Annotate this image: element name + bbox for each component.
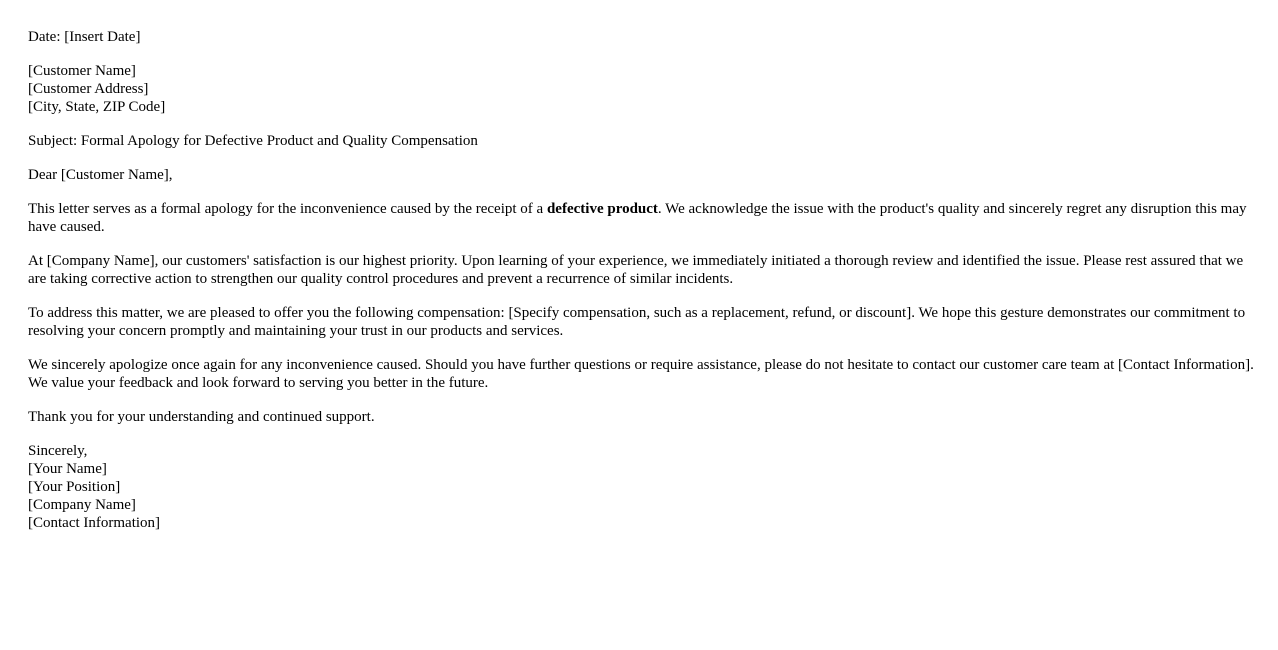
sender-contact-information: [Contact Information] xyxy=(28,515,161,531)
body-paragraph-1-bold-text: defective product xyxy=(546,201,658,217)
body-paragraph-5: Thank you for your understanding and continued support. xyxy=(28,409,375,425)
subject-line: Subject: Formal Apology for Defective Product and Quality Compensation xyxy=(28,133,478,149)
body-paragraph-1-text-after: . We acknowledge the issue with the product's quality and sincerely regret any disruption this may have caused. xyxy=(28,201,1247,235)
body-paragraph-4: We sincerely apologize once again for any inconvenience caused. Should you have further questions or require assistance, please do not hesitate to contact our customer care team at [Contact Information]. We value your feedback and look forward to serving you better in the future. xyxy=(28,357,1254,391)
recipient-address: [Customer Address] xyxy=(28,81,149,97)
sender-name: [Your Name] xyxy=(28,461,107,477)
valediction: Sincerely, xyxy=(28,443,88,459)
sender-company: [Company Name] xyxy=(28,497,136,513)
body-paragraph-3: To address this matter, we are pleased to offer you the following compensation: [Specify compensation, such as a replacement, refund, or discount]. We hope this gesture demonstrates our commitment to resolving your concern promptly and maintaining your trust in our products and services. xyxy=(28,305,1246,339)
recipient-name: [Customer Name] xyxy=(28,63,136,79)
body-paragraph-1 xyxy=(28,200,1254,236)
recipient-city-state-zip: [City, State, ZIP Code] xyxy=(28,99,166,115)
body-paragraph-1-text-before: This letter serves as a formal apology for the inconvenience caused by the receipt of a xyxy=(28,201,547,217)
closing-block xyxy=(28,442,1254,532)
date-line: Date: [Insert Date] xyxy=(28,29,141,45)
body-paragraph-2: At [Company Name], our customers' satisfaction is our highest priority. Upon learning of your experience, we immediately initiated a thorough review and identified the issue. Please rest assured that we are taking corrective action to strengthen our quality control procedures and prevent a recurrence of similar incidents. xyxy=(28,253,1244,287)
recipient-block xyxy=(28,62,1254,116)
letter-document xyxy=(28,28,1254,548)
sender-position: [Your Position] xyxy=(28,479,121,495)
salutation: Dear [Customer Name], xyxy=(28,167,173,183)
